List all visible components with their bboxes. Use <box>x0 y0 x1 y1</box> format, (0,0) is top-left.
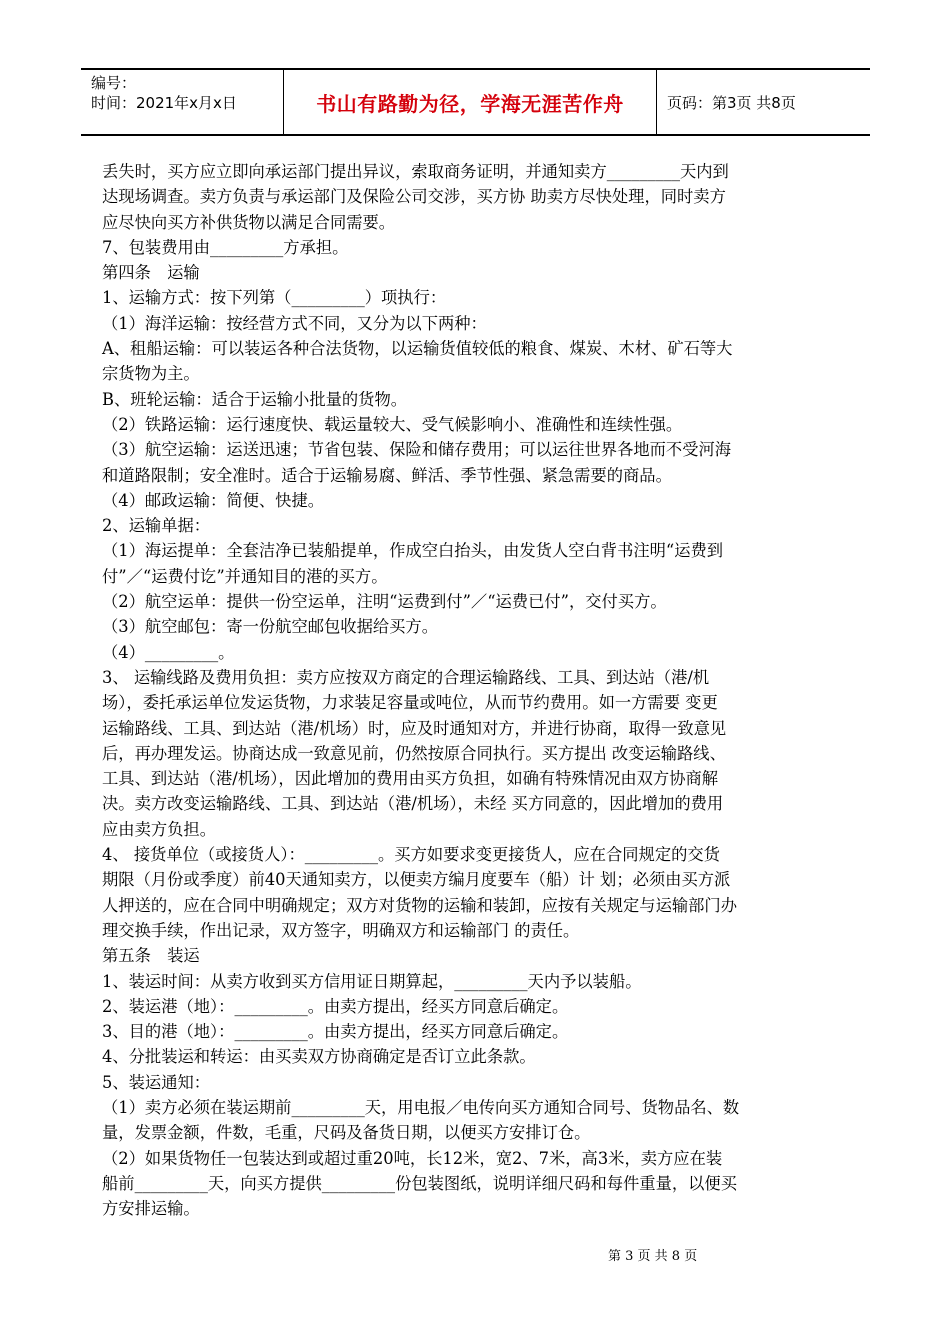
body-line: （1）海运提单：全套洁净已装船提单，作成空白抬头，由发货人空白背书注明“运费到 <box>102 541 724 561</box>
page-header <box>81 68 870 136</box>
body-line: 方安排运输。 <box>102 1199 200 1219</box>
document-number-label: 编号： <box>91 74 137 92</box>
body-line: （2）铁路运输：运行速度快、载运量较大、受气候影响小、准确性和连续性强。 <box>102 414 683 434</box>
body-line: 4、 接货单位（或接货人）：_________。买方如要求变更接货人，应在合同规定的交货 <box>102 845 720 865</box>
body-line: 4、分批装运和转运：由买卖双方协商确定是否订立此条款。 <box>102 1047 536 1067</box>
body-line: 决。卖方改变运输路线、工具、到达站（港/机场），未经 买方同意的，因此增加的费用 <box>102 794 724 814</box>
body-line: 和道路限制；安全准时。适合于运输易腐、鲜活、季节性强、紧急需要的商品。 <box>102 465 672 485</box>
body-line: 第四条 运输 <box>102 263 200 283</box>
body-line: 期限（月份或季度）前40天通知卖方，以便卖方编月度要车（船）计 划；必须由买方派 <box>102 870 731 890</box>
body-line: 3、 运输线路及费用负担：卖方应按双方商定的合理运输路线、工具、到达站（港/机 <box>102 667 710 687</box>
body-line: 第五条 装运 <box>102 946 200 966</box>
body-line: 理交换手续，作出记录，双方签字，明确双方和运输部门 的责任。 <box>102 920 580 940</box>
body-line: 场），委托承运单位发运货物，力求装足容量或吨位，从而节约费用。如一方需要 变更 <box>102 693 718 713</box>
document-body <box>102 159 847 1221</box>
body-line: 量，发票金额，件数，毛重，尺码及备货日期，以便买方安排订仓。 <box>102 1123 591 1143</box>
body-line: 3、目的港（地）：_________。由卖方提出，经买方同意后确定。 <box>102 1022 569 1042</box>
body-line: A、租船运输：可以装运各种合法货物，以运输货值较低的粮食、煤炭、木材、矿石等大 <box>102 339 733 359</box>
document-date-label: 时间：2021年x月x日 <box>91 94 237 112</box>
footer-page-number: 第 3 页 共 8 页 <box>608 1249 698 1264</box>
body-line: 宗货物为主。 <box>102 364 200 384</box>
body-line: （1）卖方必须在装运期前_________天，用电报／电传向买方通知合同号、货物品名、数 <box>102 1097 740 1117</box>
body-line: （2）航空运单：提供一份空运单，注明“运费到付”／“运费已付”，交付买方。 <box>102 592 667 612</box>
body-line: 达现场调查。卖方负责与承运部门及保险公司交涉，买方协 助卖方尽快处理，同时卖方 <box>102 187 726 207</box>
body-line: （3）航空运输：运送迅速；节省包装、保险和储存费用；可以运往世界各地而不受河海 <box>102 440 732 460</box>
body-line: （1）海洋运输：按经营方式不同，又分为以下两种： <box>102 313 487 333</box>
body-line: 人押送的，应在合同中明确规定；双方对货物的运输和装卸，应按有关规定与运输部门办 <box>102 895 737 915</box>
body-line: 应尽快向买方补供货物以满足合同需要。 <box>102 212 396 232</box>
header-meta <box>81 70 284 134</box>
body-line: 丢失时，买方应立即向承运部门提出异议，索取商务证明，并通知卖方_________天内到 <box>102 162 729 181</box>
header-page-number: 页码：第3页 共8页 <box>667 93 796 112</box>
body-line: 7、包装费用由_________方承担。 <box>102 237 349 257</box>
body-line: （4）邮政运输：简便、快捷。 <box>102 490 325 510</box>
body-line: 应由卖方负担。 <box>102 819 216 839</box>
header-motto-cell <box>284 70 657 134</box>
body-line: 船前_________天，向买方提供_________份包装图纸，说明详细尺码和每件重量，以便买 <box>102 1173 737 1193</box>
body-line: B、班轮运输：适合于运输小批量的货物。 <box>102 389 408 409</box>
page-footer <box>608 1245 697 1264</box>
body-line: 1、运输方式：按下列第（_________）项执行： <box>102 288 447 308</box>
header-page-cell <box>657 70 870 134</box>
body-line: 工具、到达站（港/机场），因此增加的费用由买方负担，如确有特殊情况由双方协商解 <box>102 769 719 789</box>
header-motto: 书山有路勤为径，学海无涯苦作舟 <box>316 91 624 116</box>
body-line: （2）如果货物任一包装达到或超过重20吨，长12米，宽2、7米，高3米，卖方应在装 <box>102 1148 723 1168</box>
body-line: （3）航空邮包：寄一份航空邮包收据给买方。 <box>102 617 438 637</box>
body-line: 5、装运通知： <box>102 1072 211 1092</box>
body-line: 付”／“运费付讫”并通知目的港的买方。 <box>102 566 388 586</box>
body-line: 运输路线、工具、到达站（港/机场）时，应及时通知对方，并进行协商，取得一致意见 <box>102 718 727 738</box>
body-line: 2、运输单据： <box>102 516 211 536</box>
body-line: 后，再办理发运。协商达成一致意见前，仍然按原合同执行。买方提出 改变运输路线、 <box>102 743 726 763</box>
body-line: 1、装运时间：从卖方收到买方信用证日期算起，_________天内予以装船。 <box>102 971 642 991</box>
body-line: （4）_________。 <box>102 642 235 662</box>
body-line: 2、装运港（地）：_________。由卖方提出，经买方同意后确定。 <box>102 996 569 1016</box>
